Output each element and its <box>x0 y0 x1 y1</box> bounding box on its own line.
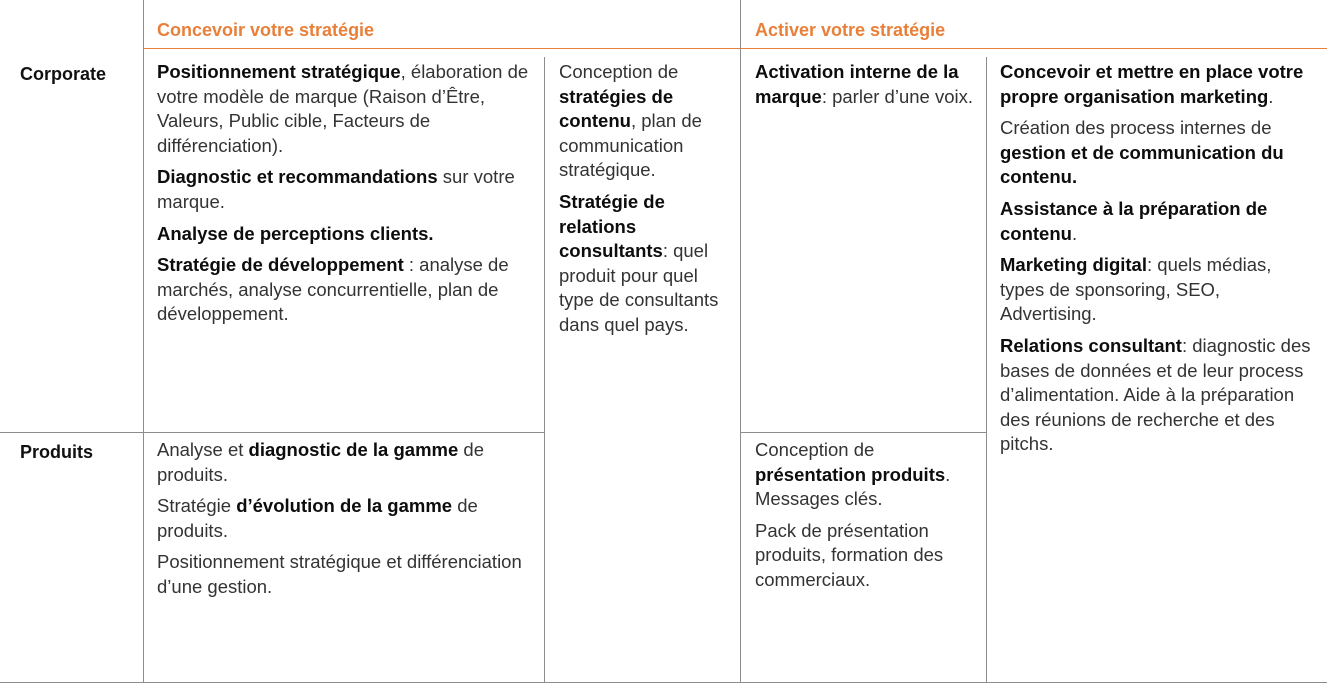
paragraph: Analyse et diagnostic de la gamme de produits. <box>157 439 484 485</box>
emphasis: présentation produits <box>755 463 946 485</box>
emphasis: Stratégie de relations consultants <box>559 190 665 262</box>
corporate-conception-cell <box>157 60 537 334</box>
emphasis: Concevoir et mettre en place votre propre organisation marketing <box>1000 61 1304 107</box>
paragraph: Conception de stratégies de contenu, plan de communication stratégique. <box>559 61 702 181</box>
paragraph <box>157 222 537 247</box>
activation-column-divider <box>986 57 987 682</box>
paragraph: Activation interne de la marque: parler d’une voix. <box>755 61 973 107</box>
emphasis: Stratégie de développement <box>157 254 404 276</box>
paragraph: Stratégie d’évolution de la gamme de produits. <box>157 495 478 541</box>
strategy-section-divider <box>740 0 741 682</box>
paragraph: Diagnostic et recommandations sur votre marque. <box>157 166 515 212</box>
emphasis: Relations consultant <box>1000 334 1182 356</box>
paragraph: Pack de présentation produits, formation des commerciaux. <box>755 519 944 590</box>
produits-presentation-cell <box>755 438 980 600</box>
emphasis: stratégies de contenu <box>559 85 674 132</box>
paragraph: Concevoir et mettre en place votre propre organisation marketing. <box>1000 61 1304 107</box>
emphasis: Activation interne de la marque <box>755 61 959 107</box>
emphasis: Analyse de perceptions clients. <box>157 222 434 244</box>
contenu-strategy-cell <box>559 60 734 345</box>
paragraph: Conception de présentation produits. Messages clés. <box>755 439 951 510</box>
row-label-corporate: Corporate <box>20 64 107 84</box>
paragraph: Marketing digital: quels médias, types de sponsoring, SEO, Advertising. <box>1000 254 1272 325</box>
header-concevoir: Concevoir votre stratégie <box>157 20 375 40</box>
emphasis: diagnostic de la gamme <box>248 439 459 460</box>
organisation-marketing-cell <box>1000 60 1320 464</box>
paragraph: Positionnement stratégique et différenciation d’une gestion. <box>157 551 522 597</box>
header-activer: Activer votre stratégie <box>755 20 946 40</box>
paragraph: Stratégie de relations consultants: quel produit pour quel type de consultants dans quel pays. <box>559 190 719 335</box>
paragraph: Assistance à la préparation de contenu. <box>1000 197 1268 244</box>
row-label-column-divider <box>143 0 144 682</box>
row-label-produits: Produits <box>20 442 94 462</box>
emphasis: Diagnostic et recommandations <box>157 166 438 188</box>
produits-conception-cell <box>157 438 537 607</box>
activation-interne-cell <box>755 60 980 116</box>
corporate-produits-divider <box>0 432 544 433</box>
emphasis: Positionnement stratégique <box>157 61 401 82</box>
activation-presentation-divider <box>740 432 986 433</box>
emphasis: gestion et de communication du contenu. <box>1000 141 1284 188</box>
conception-column-divider <box>544 57 545 682</box>
emphasis: d’évolution de la gamme <box>236 495 453 517</box>
table-bottom-border <box>0 682 1327 683</box>
header-underline <box>143 48 1327 49</box>
paragraph: Stratégie de développement : analyse de marchés, analyse concurrentielle, plan de développement. <box>157 254 509 325</box>
emphasis: Assistance à la préparation de contenu <box>1000 197 1268 244</box>
paragraph: Relations consultant: diagnostic des bases de données et de leur process d’alimentation. Aide à la préparation des réunions de recherche et des pitchs. <box>1000 334 1311 455</box>
paragraph: Positionnement stratégique, élaboration de votre modèle de marque (Raison d’Être, Valeurs, Public cible, Facteurs de différenciation). <box>157 61 529 156</box>
emphasis: Marketing digital <box>1000 254 1147 276</box>
paragraph: Création des process internes de gestion et de communication du contenu. <box>1000 117 1284 188</box>
